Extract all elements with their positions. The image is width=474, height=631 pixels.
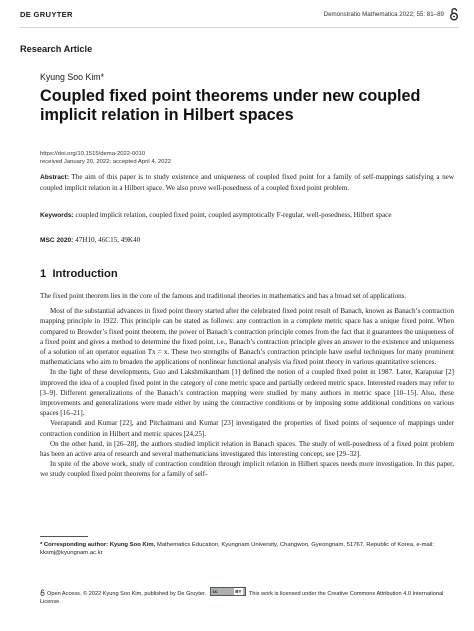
header-divider xyxy=(20,27,459,28)
introduction-body xyxy=(40,291,454,480)
msc-codes: 47H10, 46C15, 49K40 xyxy=(75,236,141,244)
keywords xyxy=(40,210,454,221)
footnote-divider xyxy=(40,536,88,537)
section-number: 1 xyxy=(40,268,47,280)
open-access-notice xyxy=(40,587,454,607)
received-accepted-dates: received January 20, 2022; accepted April 4, 2022 xyxy=(40,159,171,166)
publisher-name: DE GRUYTER xyxy=(20,10,73,19)
paragraph: Veerapandi and Kumar [22], and Pitchaimani and Kumar [23] investigated the properties of fixed points of sequence of mappings under contraction condition in Hilbert and metric spaces [24,25]. xyxy=(40,419,454,438)
footnote-text: Mathematics Education, Kyungnam University, Changwon, Gyeongnam, 51767, Republic of Korea, e-mail: kksmj@kyungnam.ac.kr xyxy=(40,542,435,557)
footnote-label: * Corresponding author: Kyung Soo Kim, xyxy=(40,542,156,548)
msc-classification xyxy=(40,235,454,246)
article-title: Coupled fixed point theorems under new coupled implicit relation in Hilbert spaces xyxy=(40,87,421,124)
section-heading xyxy=(40,268,118,280)
keywords-label: Keywords: xyxy=(40,212,74,219)
corresponding-author-footnote xyxy=(40,541,454,557)
open-access-lock-icon[interactable] xyxy=(449,7,459,21)
open-access-lock-icon xyxy=(40,589,45,596)
open-access-text: Open Access. © 2022 Kyung Soo Kim, published by De Gruyter. xyxy=(47,591,206,597)
keywords-text: coupled implicit relation, coupled fixed point, coupled asymptotically F-regular, well-posedness, Hilbert space xyxy=(75,211,392,219)
abstract-label: Abstract: xyxy=(40,174,69,181)
license-text: This work is licensed under the Creative Commons Attribution 4.0 International License. xyxy=(40,591,444,605)
article-meta xyxy=(40,150,171,166)
article-type: Research Article xyxy=(20,44,93,54)
doi-link[interactable]: https://doi.org/10.1515/dema-2022-0010 xyxy=(40,151,146,157)
paragraph: In the light of these developments, Guo and Lakshmikantham [1] defined the notion of a coupled fixed point in 1987. Later, Karapınar [2] improved the idea of a coupled fixed point in the category of cone metric space and partially ordered metric space. Interested readers may refer to [3–9]. Different generalizations of the Banach’s contraction mapping were studied by many authors in metric space [10–15]. Also, these improvements and generalizations were made either by using the contractive conditions or by imposing some additional conditions on various spaces [16–21]. xyxy=(40,368,454,418)
paragraph: The fixed point theorem lies in the core of the famous and traditional theories in mathematics and has a broad set of applications. xyxy=(40,292,407,300)
journal-reference: Demonstratio Mathematica 2022; 55: 81–89 xyxy=(323,11,444,18)
author-name[interactable]: Kyung Soo Kim* xyxy=(40,72,105,82)
paragraph: In spite of the above work, study of contraction condition through implicit relation in Hilbert spaces needs more investigation. In this paper, we study coupled fixed point theorems for a family of self- xyxy=(40,460,454,479)
cc-badge-text: cc xyxy=(212,589,218,594)
abstract-text: The aim of this paper is to study existence and uniqueness of coupled fixed point for a family of self-mappings satisfying a new coupled implicit relation in a Hilbert space. We also prove well-posedness of a coupled fixed point problem. xyxy=(40,173,454,193)
by-badge-text: BY xyxy=(235,589,242,594)
abstract xyxy=(40,172,454,194)
cc-by-license-icon[interactable] xyxy=(210,587,246,596)
msc-label: MSC 2020: xyxy=(40,237,74,244)
paragraph: On the other hand, in [26–28], the authors studied implicit relation in Banach spaces. The study of well-posedness of a fixed point problem has been an active area of research and several mathematicians investigated this interesting concept, see [29–32]. xyxy=(40,439,454,459)
section-title: Introduction xyxy=(52,268,118,280)
paragraph: Most of the substantial advances in fixed point theory started after the celebrated fixed point result of Banach, known as Banach’s contraction mapping principle in 1922. This principle can be stated as follows: any contraction in a complete metric space has a unique fixed point. When compared to Browder’s fixed point theorem, the power of Banach’s contraction principle comes from the fact that it guarantees the uniqueness of a fixed point and gives a method to determine the fixed point, i.e., Banach’s contraction principle gives an answer to the existence and uniqueness of a solution of an operator equation Tx = x. These two strengths of Banach’s contraction principle have useful techniques for many prominent mathematicians who aim to broaden the applications of nonlinear functional analysis via fixed point theory in various quantitative sciences. xyxy=(40,307,454,367)
